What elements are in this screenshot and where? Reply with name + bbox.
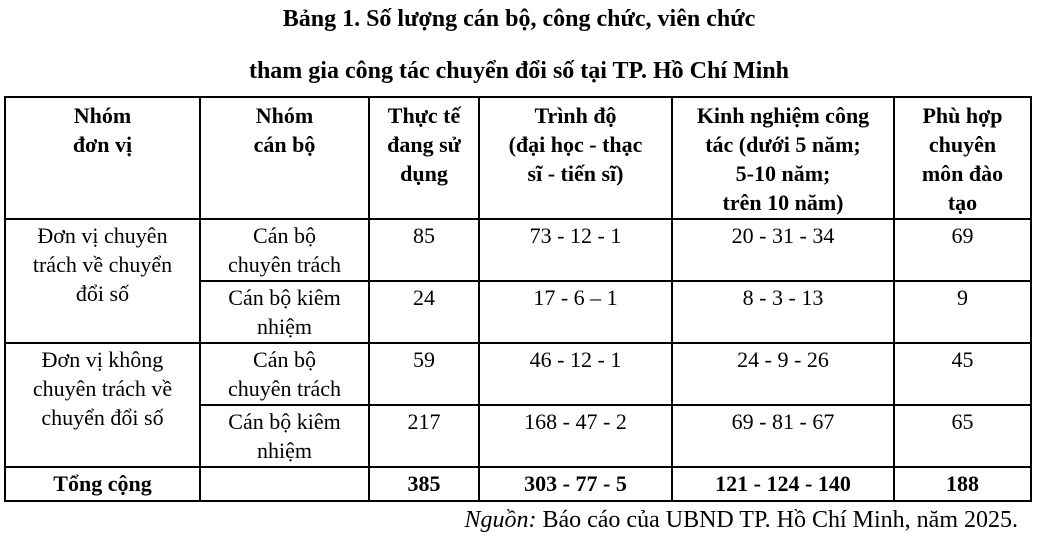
header-staff-group: Nhóm cán bộ (200, 97, 369, 219)
source-text: Báo cáo của UBND TP. Hồ Chí Minh, năm 2025. (536, 507, 1018, 533)
experience-cell: 69 - 81 - 67 (672, 405, 894, 467)
header-actual: Thực tế đang sử dụng (369, 97, 479, 219)
total-education: 303 - 77 - 5 (479, 467, 672, 501)
actual-cell: 24 (369, 281, 479, 343)
header-education: Trình độ (đại học - thạc sĩ - tiến sĩ) (479, 97, 672, 219)
total-fit: 188 (894, 467, 1031, 501)
education-cell: 17 - 6 – 1 (479, 281, 672, 343)
source-label: Nguồn: (464, 507, 537, 533)
total-empty-cell (200, 467, 369, 501)
header-experience: Kinh nghiệm công tác (dưới 5 năm; 5-10 năm; trên 10 năm) (672, 97, 894, 219)
total-actual: 385 (369, 467, 479, 501)
education-cell: 73 - 12 - 1 (479, 219, 672, 281)
header-unit-group: Nhóm đơn vị (5, 97, 200, 219)
fit-cell: 69 (894, 219, 1031, 281)
fit-cell: 45 (894, 343, 1031, 405)
header-row (5, 97, 1031, 219)
experience-cell: 24 - 9 - 26 (672, 343, 894, 405)
data-table (4, 96, 1032, 502)
education-cell: 46 - 12 - 1 (479, 343, 672, 405)
actual-cell: 59 (369, 343, 479, 405)
actual-cell: 85 (369, 219, 479, 281)
table-row (5, 343, 1031, 405)
staff-group-cell: Cán bộ chuyên trách (200, 343, 369, 405)
experience-cell: 8 - 3 - 13 (672, 281, 894, 343)
fit-cell: 9 (894, 281, 1031, 343)
table-title-line-1: Bảng 1. Số lượng cán bộ, công chức, viên chức (282, 6, 756, 32)
actual-cell: 217 (369, 405, 479, 467)
unit-group-cell: Đơn vị không chuyên trách về chuyển đổi số (5, 343, 200, 467)
staff-group-cell: Cán bộ kiêm nhiệm (200, 405, 369, 467)
source-note (464, 505, 1018, 535)
total-label: Tổng cộng (5, 467, 200, 501)
unit-group-cell: Đơn vị chuyên trách về chuyển đổi số (5, 219, 200, 343)
fit-cell: 65 (894, 405, 1031, 467)
total-experience: 121 - 124 - 140 (672, 467, 894, 501)
staff-group-cell: Cán bộ kiêm nhiệm (200, 281, 369, 343)
experience-cell: 20 - 31 - 34 (672, 219, 894, 281)
header-fit: Phù hợp chuyên môn đào tạo (894, 97, 1031, 219)
total-row (5, 467, 1031, 501)
staff-group-cell: Cán bộ chuyên trách (200, 219, 369, 281)
table-title-line-2: tham gia công tác chuyển đổi số tại TP. Hồ Chí Minh (248, 58, 790, 84)
table-row (5, 219, 1031, 281)
education-cell: 168 - 47 - 2 (479, 405, 672, 467)
